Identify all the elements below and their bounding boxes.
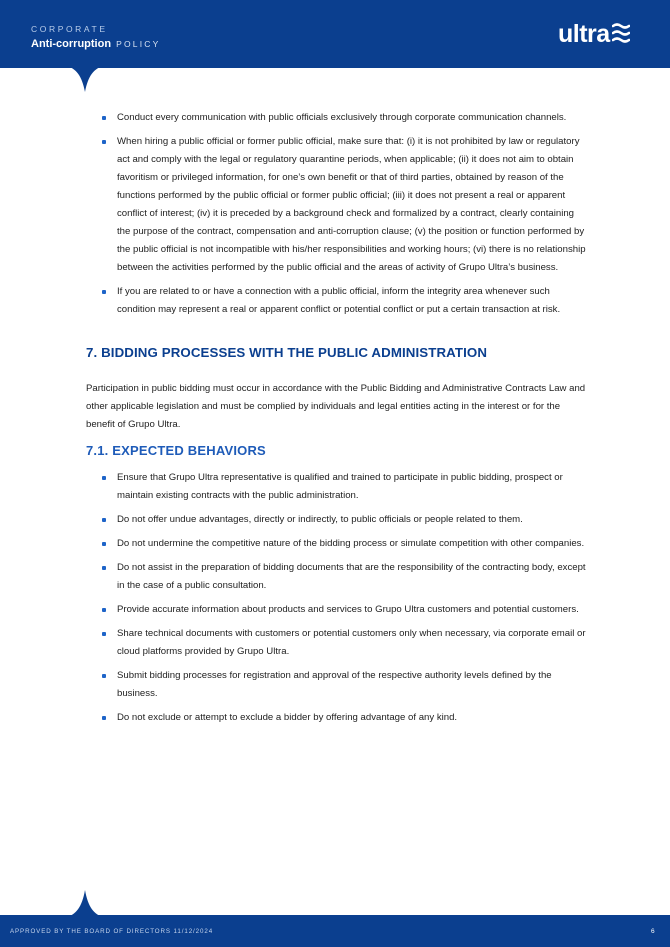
list-item: Do not undermine the competitive nature of the bidding process or simulate competition with other companies. [86,535,586,553]
header-document-title [31,38,161,50]
list-item: Do not offer undue advantages, directly or indirectly, to public officials or people related to them. [86,511,586,529]
list-item: If you are related to or have a connection with a public official, inform the integrity area whenever such condition may represent a real or apparent conflict or potential conflict or put a certain transaction at risk. [86,283,586,319]
bullet-icon [102,476,106,480]
bullet-icon [102,518,106,522]
header-title-suffix: POLICY [116,39,161,49]
subsection-heading: 7.1. EXPECTED BEHAVIORS [86,443,266,458]
bullet-icon [102,290,106,294]
approval-note: APPROVED BY THE BOARD OF DIRECTORS 11/12/2024 [10,928,214,935]
header-notch-decoration [66,66,104,92]
expected-behaviors-list [86,469,586,727]
bullet-icon [102,716,106,720]
document-body [86,109,586,733]
bullet-icon [102,140,106,144]
bullet-icon [102,566,106,570]
bullet-icon [102,674,106,678]
logo-wordmark: ultra [558,20,610,48]
bullet-icon [102,116,106,120]
list-item: Ensure that Grupo Ultra representative is qualified and trained to participate in public bidding, prospect or maintain existing contracts with the public administration. [86,469,586,505]
list-item: Conduct every communication with public officials exclusively through corporate communication channels. [86,109,586,127]
header-title-main: Anti-corruption [31,38,112,50]
list-item: Do not exclude or attempt to exclude a bidder by offering advantage of any kind. [86,709,586,727]
list-item: Provide accurate information about products and services to Grupo Ultra customers and potential customers. [86,601,586,619]
section-paragraph: Participation in public bidding must occur in accordance with the Public Bidding and Administrative Contracts Law and other applicable legislation and must be complied by individuals and legal entities acting in the interest or for the benefit of Grupo Ultra. [86,383,586,430]
page-number: 6 [651,928,655,935]
bullet-icon [102,542,106,546]
ultra-logo [558,19,630,49]
footer-notch-decoration [66,890,104,917]
public-official-bullets [86,109,586,319]
section-heading: 7. BIDDING PROCESSES WITH THE PUBLIC ADMINISTRATION [86,345,488,360]
list-item: When hiring a public official or former public official, make sure that: (i) it is not prohibited by law or regulatory act and comply with the legal or regulatory quarantine periods, when applicable; (ii) it does not aim to obtain favoritism or privileged information, for one’s own benefit or that of third parties, obtained by reason of the functions performed by the public official or former public official; (iii) it does not present a real or apparent conflict of interest; (iv) it is preceded by a background check and formalized by a contract, clearly containing the purpose of the contract, compensation and anti-corruption clause; (v) the position or function performed by the public official is not incompatible with his/her responsibilities and working hours; (vi) there is no relationship between the activities performed by the public official and the areas of activity of Grupo Ultra’s business. [86,133,586,277]
wave-icon [612,22,630,46]
bullet-icon [102,608,106,612]
header-category-label: CORPORATE [31,24,108,34]
bullet-icon [102,632,106,636]
list-item: Share technical documents with customers or potential customers only when necessary, via corporate email or cloud platforms provided by Grupo Ultra. [86,625,586,661]
list-item: Do not assist in the preparation of bidding documents that are the responsibility of the contracting body, except in the case of a public consultation. [86,559,586,595]
list-item: Submit bidding processes for registration and approval of the respective authority levels defined by the business. [86,667,586,703]
